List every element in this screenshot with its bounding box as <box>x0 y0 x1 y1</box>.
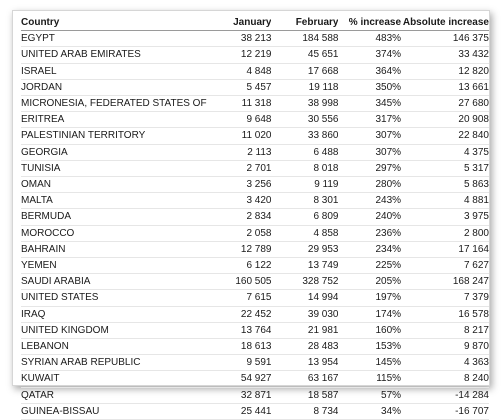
country-cell: QATAR <box>21 389 54 401</box>
february-cell: 21 981 <box>307 324 339 336</box>
country-cell: SAUDI ARABIA <box>21 276 91 288</box>
january-cell: 7 615 <box>246 292 272 304</box>
country-cell: TUNISIA <box>21 162 61 174</box>
february-cell: 29 953 <box>307 243 339 255</box>
table-row <box>21 209 489 225</box>
table-body <box>21 31 489 420</box>
january-cell: 32 871 <box>240 389 272 401</box>
absolute-increase-cell: 27 680 <box>458 98 489 110</box>
january-cell: 12 789 <box>240 243 272 255</box>
absolute-increase-cell: 16 578 <box>458 308 489 320</box>
february-cell: 8 301 <box>313 195 339 207</box>
february-cell: 328 752 <box>302 276 339 288</box>
table-row <box>21 225 489 241</box>
january-cell: 9 648 <box>246 114 272 126</box>
country-cell: MALTA <box>21 195 53 207</box>
january-cell: 25 441 <box>240 405 272 417</box>
absolute-increase-cell: 5 863 <box>463 179 489 191</box>
country-cell: IRAQ <box>21 308 46 320</box>
column-header-country: Country <box>21 17 60 28</box>
table-row <box>21 193 489 209</box>
january-cell: 6 122 <box>246 260 272 272</box>
february-cell: 4 858 <box>313 227 339 239</box>
january-cell: 2 058 <box>246 227 272 239</box>
percent-increase-cell: 307% <box>375 130 402 142</box>
percent-increase-cell: 280% <box>375 179 402 191</box>
absolute-increase-cell: 2 800 <box>463 227 489 239</box>
february-cell: 13 749 <box>307 260 339 272</box>
absolute-increase-cell: -14 284 <box>455 389 489 401</box>
january-cell: 12 219 <box>240 49 272 61</box>
january-cell: 3 256 <box>246 179 272 191</box>
country-cell: MOROCCO <box>21 227 75 239</box>
january-cell: 54 927 <box>240 373 272 385</box>
table-row <box>21 144 489 160</box>
country-cell: UNITED STATES <box>21 292 99 304</box>
absolute-increase-cell: 22 840 <box>458 130 489 142</box>
absolute-increase-cell: 7 379 <box>463 292 489 304</box>
january-cell: 13 764 <box>240 324 272 336</box>
absolute-increase-cell: 12 820 <box>458 65 489 77</box>
percent-increase-cell: 297% <box>375 162 402 174</box>
table-row <box>21 96 489 112</box>
january-cell: 11 318 <box>241 98 272 110</box>
country-cell: KUWAIT <box>21 373 60 385</box>
table-row <box>21 79 489 95</box>
percent-increase-cell: 205% <box>375 276 402 288</box>
percent-increase-cell: 483% <box>375 33 402 45</box>
percent-increase-cell: 174% <box>375 308 402 320</box>
table-row <box>21 112 489 128</box>
percent-increase-cell: 34% <box>381 405 402 417</box>
table-row <box>21 31 489 47</box>
february-cell: 13 954 <box>307 357 339 369</box>
january-cell: 4 848 <box>246 65 272 77</box>
absolute-increase-cell: 9 870 <box>463 341 489 353</box>
table-row <box>21 290 489 306</box>
february-cell: 45 651 <box>307 49 339 61</box>
country-cell: OMAN <box>21 179 51 191</box>
january-cell: 2 113 <box>247 146 272 158</box>
table-row <box>21 387 489 403</box>
table-row <box>21 47 489 63</box>
table-row <box>21 128 489 144</box>
country-cell: ISRAEL <box>21 65 57 77</box>
february-cell: 9 119 <box>314 179 339 191</box>
country-cell: ERITREA <box>21 114 65 126</box>
percent-increase-cell: 374% <box>375 49 402 61</box>
absolute-increase-cell: 33 432 <box>458 49 489 61</box>
january-cell: 5 457 <box>246 81 272 93</box>
country-cell: GEORGIA <box>21 146 68 158</box>
absolute-increase-cell: 3 975 <box>463 211 489 223</box>
january-cell: 2 834 <box>246 211 272 223</box>
january-cell: 2 701 <box>246 162 272 174</box>
absolute-increase-cell: 4 375 <box>463 146 489 158</box>
table-row <box>21 355 489 371</box>
january-cell: 22 452 <box>240 308 272 320</box>
country-cell: YEMEN <box>21 260 57 272</box>
column-header-february: February <box>295 17 339 28</box>
absolute-increase-cell: 168 247 <box>452 276 489 288</box>
table-row <box>21 403 489 419</box>
percent-increase-cell: 350% <box>375 81 402 93</box>
table-row <box>21 274 489 290</box>
february-cell: 17 668 <box>307 65 339 77</box>
percent-increase-cell: 240% <box>375 211 402 223</box>
february-cell: 14 994 <box>307 292 339 304</box>
table-row <box>21 160 489 176</box>
country-cell: MICRONESIA, FEDERATED STATES OF <box>21 98 207 110</box>
percent-increase-cell: 57% <box>381 389 402 401</box>
country-cell: LEBANON <box>21 341 69 353</box>
percent-increase-cell: 236% <box>375 227 402 239</box>
country-cell: GUINEA-BISSAU <box>21 405 100 417</box>
february-cell: 30 556 <box>307 114 339 126</box>
country-cell: EGYPT <box>21 33 55 45</box>
table-card <box>12 10 490 417</box>
percent-increase-cell: 317% <box>375 114 402 126</box>
percent-increase-cell: 243% <box>375 195 402 207</box>
country-cell: SYRIAN ARAB REPUBLIC <box>21 357 141 369</box>
column-header-percent-increase: % increase <box>348 17 402 28</box>
absolute-increase-cell: 8 217 <box>463 324 489 336</box>
absolute-increase-cell: 146 375 <box>452 33 489 45</box>
percent-increase-cell: 234% <box>375 243 402 255</box>
country-cell: UNITED ARAB EMIRATES <box>21 49 141 61</box>
absolute-increase-cell: 7 627 <box>463 260 489 272</box>
table-row <box>21 306 489 322</box>
january-cell: 9 591 <box>246 357 272 369</box>
february-cell: 18 587 <box>307 389 339 401</box>
country-cell: BERMUDA <box>21 211 72 223</box>
january-cell: 18 613 <box>240 341 272 353</box>
table-row <box>21 241 489 257</box>
absolute-increase-cell: 20 908 <box>458 114 489 126</box>
february-cell: 63 167 <box>307 373 339 385</box>
header-row <box>21 15 489 31</box>
column-header-absolute-increase: Absolute increase <box>402 17 489 28</box>
february-cell: 8 018 <box>313 162 339 174</box>
table-row <box>21 371 489 387</box>
table-row <box>21 339 489 355</box>
percent-increase-cell: 345% <box>375 98 402 110</box>
percent-increase-cell: 364% <box>375 65 402 77</box>
january-cell: 11 020 <box>241 130 272 142</box>
column-header-january: January <box>233 17 272 28</box>
absolute-increase-cell: 8 240 <box>463 373 489 385</box>
table-row <box>21 322 489 338</box>
february-cell: 6 809 <box>313 211 339 223</box>
january-cell: 160 505 <box>235 276 272 288</box>
february-cell: 184 588 <box>302 33 339 45</box>
percent-increase-cell: 197% <box>375 292 402 304</box>
absolute-increase-cell: 4 881 <box>463 195 489 207</box>
table-row <box>21 258 489 274</box>
table-row <box>21 177 489 193</box>
table-row <box>21 63 489 79</box>
country-cell: UNITED KINGDOM <box>21 324 109 336</box>
january-cell: 3 420 <box>246 195 272 207</box>
february-cell: 28 483 <box>307 341 339 353</box>
february-cell: 33 860 <box>307 130 339 142</box>
percent-increase-cell: 153% <box>375 341 402 353</box>
data-table <box>21 15 489 420</box>
february-cell: 6 488 <box>313 146 339 158</box>
absolute-increase-cell: 4 363 <box>463 357 489 369</box>
country-cell: PALESTINIAN TERRITORY <box>21 130 146 142</box>
absolute-increase-cell: -16 707 <box>455 405 489 417</box>
percent-increase-cell: 115% <box>376 373 402 385</box>
country-cell: BAHRAIN <box>21 243 66 255</box>
percent-increase-cell: 225% <box>375 260 402 272</box>
january-cell: 38 213 <box>240 33 272 45</box>
absolute-increase-cell: 17 164 <box>458 243 489 255</box>
february-cell: 19 118 <box>308 81 339 93</box>
february-cell: 38 998 <box>307 98 339 110</box>
absolute-increase-cell: 13 661 <box>458 81 489 93</box>
percent-increase-cell: 307% <box>375 146 402 158</box>
february-cell: 39 030 <box>307 308 339 320</box>
percent-increase-cell: 145% <box>375 357 402 369</box>
percent-increase-cell: 160% <box>375 324 402 336</box>
country-cell: JORDAN <box>21 81 63 93</box>
absolute-increase-cell: 5 317 <box>463 162 489 174</box>
february-cell: 8 734 <box>313 405 339 417</box>
